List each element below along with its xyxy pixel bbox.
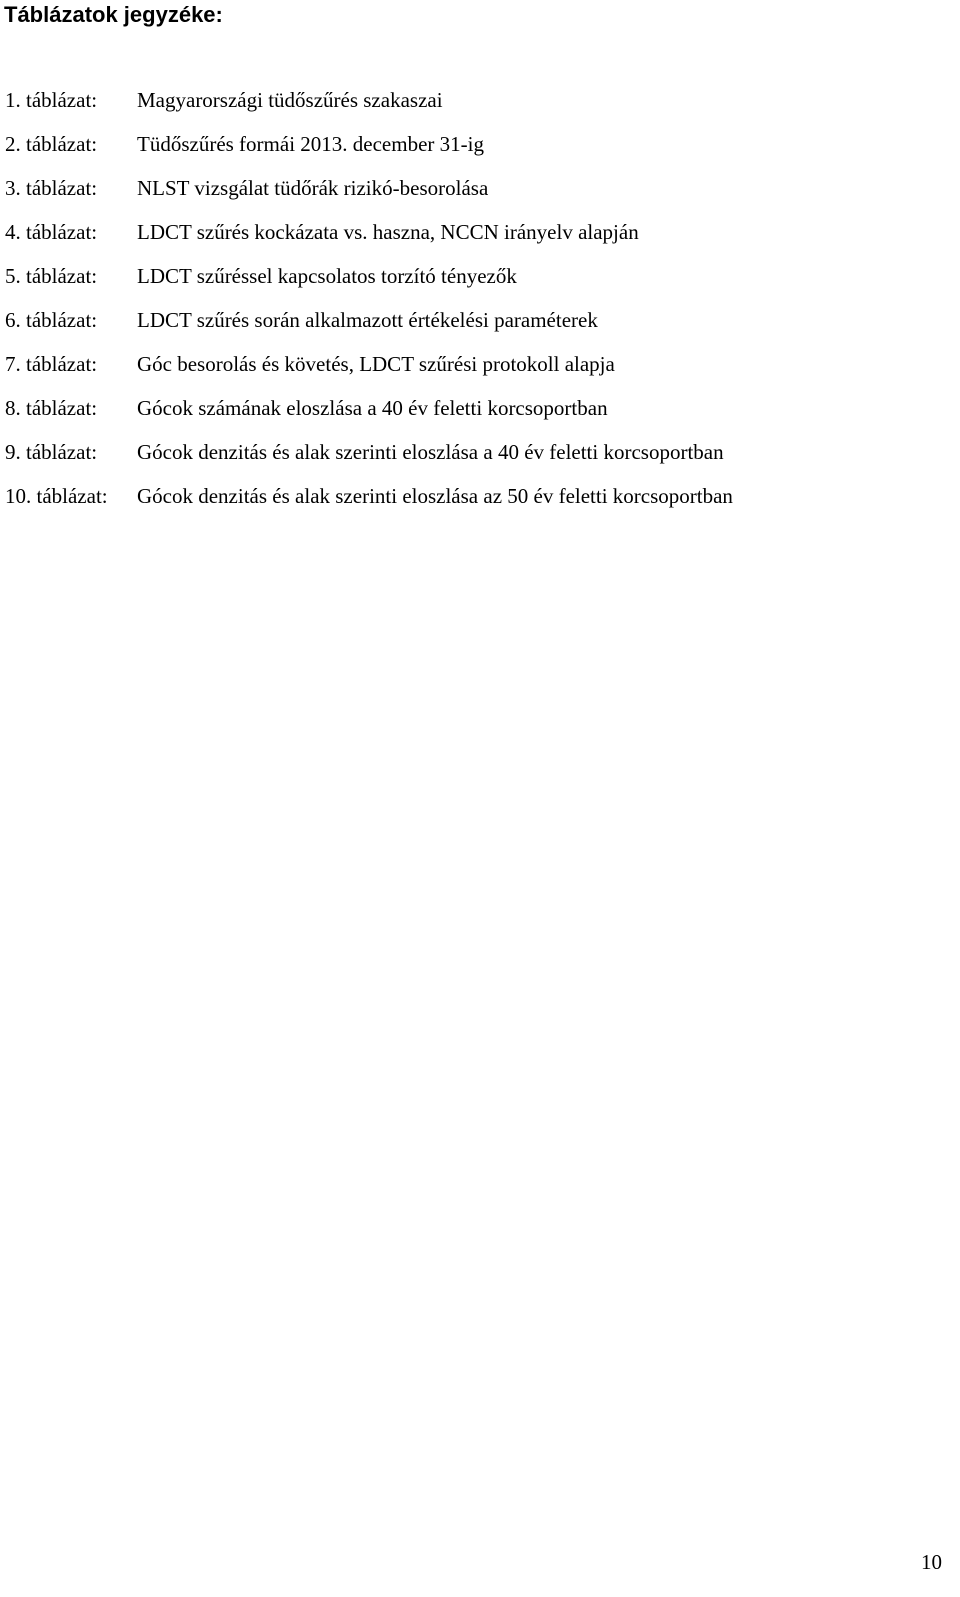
list-of-tables-heading: Táblázatok jegyzéke: [4,2,223,27]
list-item [5,130,733,174]
list-item [5,394,733,438]
table-title: NLST vizsgálat tüdőrák rizikó-besorolása [137,176,489,200]
list-item [5,438,733,482]
list-item [5,482,733,526]
table-title: LDCT szűrés során alkalmazott értékelési paraméterek [137,308,598,332]
table-title: Góc besorolás és követés, LDCT szűrési protokoll alapja [137,352,615,376]
list-item [5,350,733,394]
list-of-tables [5,86,733,526]
table-number-label: 1. táblázat: [5,88,98,112]
table-number-label: 5. táblázat: [5,264,98,288]
table-title: Gócok denzitás és alak szerinti eloszlása az 50 év feletti korcsoportban [137,484,733,508]
list-item [5,174,733,218]
list-item [5,262,733,306]
table-title: Gócok számának eloszlása a 40 év feletti korcsoportban [137,396,608,420]
table-title: LDCT szűrés kockázata vs. haszna, NCCN irányelv alapján [137,220,639,244]
table-number-label: 8. táblázat: [5,396,98,420]
table-title: Tüdőszűrés formái 2013. december 31-ig [137,132,484,156]
table-number-label: 9. táblázat: [5,440,98,464]
table-title: LDCT szűréssel kapcsolatos torzító tényezők [137,264,517,288]
list-item [5,218,733,262]
list-item [5,306,733,350]
table-number-label: 7. táblázat: [5,352,98,376]
page-number: 10 [921,1550,942,1574]
table-number-label: 3. táblázat: [5,176,98,200]
table-title: Gócok denzitás és alak szerinti eloszlása a 40 év feletti korcsoportban [137,440,724,464]
table-number-label: 10. táblázat: [5,484,108,508]
list-item [5,86,733,130]
table-number-label: 4. táblázat: [5,220,98,244]
table-title: Magyarországi tüdőszűrés szakaszai [137,88,443,112]
table-number-label: 2. táblázat: [5,132,98,156]
table-number-label: 6. táblázat: [5,308,98,332]
